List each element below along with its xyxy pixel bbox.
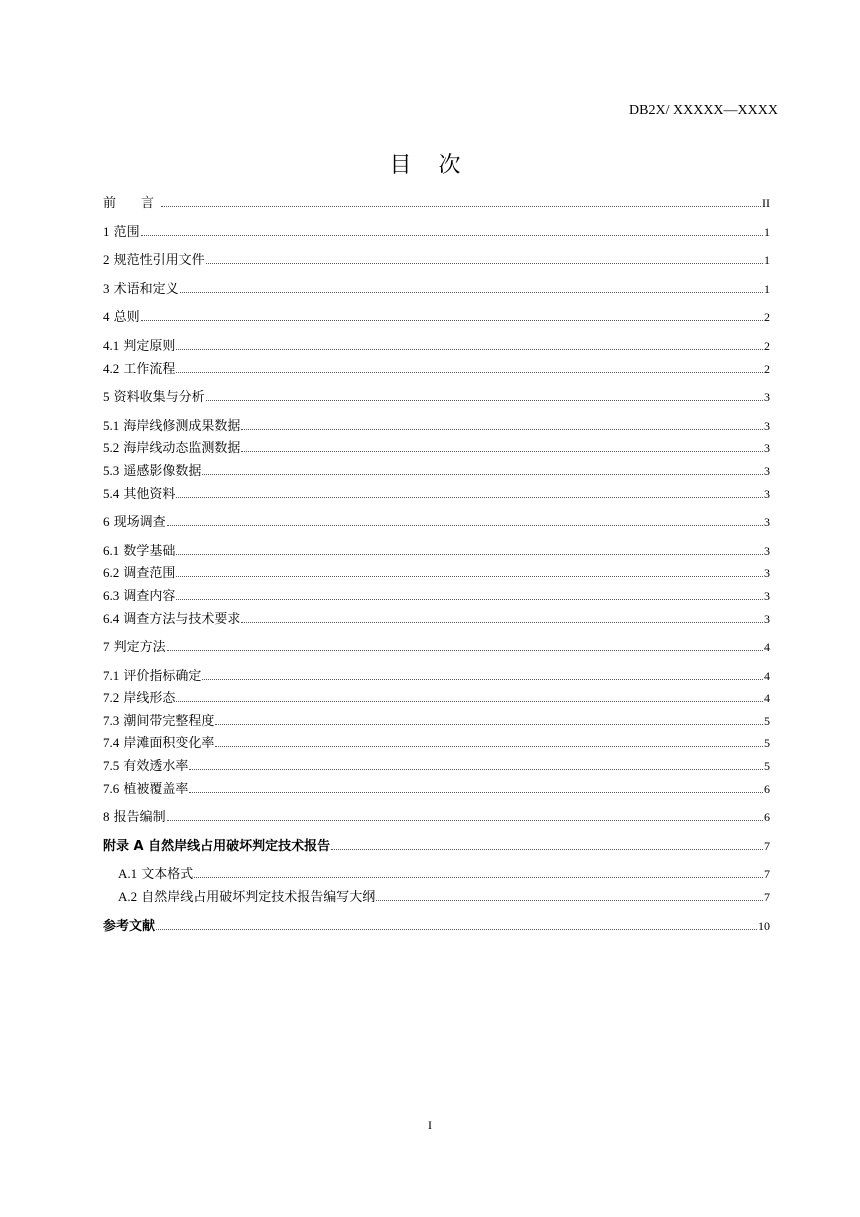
toc-leader (176, 372, 763, 373)
toc-entry-number: 4.2 (103, 360, 120, 376)
toc-leader (167, 525, 763, 526)
toc-entry-4[interactable] (103, 306, 770, 329)
toc-entry-4-1[interactable] (103, 335, 770, 358)
toc-leader (189, 792, 763, 793)
toc-entry-title: 潮间带完整程度 (123, 713, 215, 729)
toc-entry-title: 文本格式 (141, 867, 194, 883)
toc-page-number: 7 (764, 867, 770, 882)
toc-entry-appendix-a[interactable] (103, 835, 770, 858)
toc-leader (215, 724, 763, 725)
toc-entry-title: 评价指标确定 (123, 668, 202, 684)
toc-leader (176, 497, 763, 498)
toc-entry-title: 现场调查 (113, 515, 166, 531)
toc-entry-title: 数学基础 (123, 543, 176, 559)
toc-entry-number: 7.5 (103, 758, 120, 774)
toc-entry-title: 遥感影像数据 (123, 463, 202, 479)
toc-entry-number: 6.1 (103, 542, 120, 558)
toc-leader (206, 263, 763, 264)
toc-page-number: 6 (764, 810, 770, 825)
toc-leader (189, 769, 763, 770)
toc-leader (241, 622, 763, 623)
toc-leader (176, 599, 763, 600)
toc-entry-number: A.2 (118, 889, 138, 905)
toc-leader (176, 554, 763, 555)
toc-entry-3[interactable] (103, 278, 770, 301)
toc-page-number: 7 (764, 890, 770, 905)
toc-page-number: 3 (764, 588, 770, 603)
toc-entry-5[interactable] (103, 386, 770, 409)
toc-leader (141, 320, 763, 321)
toc-page-number: 2 (764, 310, 770, 325)
toc-entry-number: 5.4 (103, 485, 120, 501)
toc-entry-7-6[interactable] (103, 778, 770, 801)
toc-title: 目 次 (389, 153, 471, 178)
toc-entry-title: 报告编制 (113, 810, 166, 826)
toc-page-number: 5 (764, 713, 770, 728)
toc-entry-title: 判定方法 (113, 640, 166, 656)
toc-entry-6[interactable] (103, 511, 770, 534)
toc-entry-number: 7.3 (103, 712, 120, 728)
toc-entry-title: 总则 (113, 310, 140, 326)
toc-entry-6-4[interactable] (103, 608, 770, 631)
toc-entry-title: 岸线形态 (123, 691, 176, 707)
toc-entry-number: 5 (103, 389, 110, 405)
toc-page-number: 3 (764, 515, 770, 530)
toc-page-number: 3 (764, 418, 770, 433)
toc-entry-7-4[interactable] (103, 732, 770, 755)
toc-page-number: 1 (764, 253, 770, 268)
toc-page-number: 10 (758, 918, 770, 933)
toc-entry-number: 6.2 (103, 565, 120, 581)
toc-entry-title: 规范性引用文件 (113, 253, 205, 269)
toc-page-number: 3 (764, 463, 770, 478)
toc-entry-5-2[interactable] (103, 437, 770, 460)
toc-entry-number: 1 (103, 223, 110, 239)
toc-leader (167, 650, 763, 651)
toc-entry-number: A.1 (118, 866, 138, 882)
toc-entry-1[interactable] (103, 221, 770, 244)
toc-page-number: 6 (764, 781, 770, 796)
document-code: DB2X/ XXXXX—XXXX (629, 103, 778, 118)
toc-page-number: 3 (764, 543, 770, 558)
toc-entry-number: 7 (103, 639, 110, 655)
toc-entry-number: 2 (103, 252, 110, 268)
toc-page-number: 3 (764, 441, 770, 456)
toc-leader (176, 576, 763, 577)
toc-entry-title: 前 言 (103, 196, 161, 211)
toc-entry-title: 判定原则 (123, 338, 176, 354)
toc-entry-title: 参考文献 (103, 918, 156, 934)
toc-page-number: 1 (764, 281, 770, 296)
toc-entry-number: 6.4 (103, 610, 120, 626)
toc-page-number: 4 (764, 668, 770, 683)
toc-entry-6-2[interactable] (103, 562, 770, 585)
toc-entry-title: 范围 (113, 224, 140, 240)
toc-entry-number: 3 (103, 280, 110, 296)
toc-leader (194, 877, 763, 878)
toc-entry-number: 7.1 (103, 667, 120, 683)
toc-entry-number: 5.3 (103, 462, 120, 478)
toc-leader (241, 451, 763, 452)
toc-entry-number: 6 (103, 514, 110, 530)
toc-leader (141, 235, 763, 236)
toc-entry-title: 调查范围 (123, 566, 176, 582)
toc-entry-8[interactable] (103, 806, 770, 829)
toc-page-number: 4 (764, 691, 770, 706)
toc-entry-4-2[interactable] (103, 358, 770, 381)
toc-entry-number: 6.3 (103, 587, 120, 603)
toc-page-number: 2 (764, 361, 770, 376)
toc-entry-6-3[interactable] (103, 585, 770, 608)
toc-leader (215, 746, 763, 747)
toc-page-number: 1 (764, 224, 770, 239)
toc-entry-7-1[interactable] (103, 665, 770, 688)
toc-entry-number: 8 (103, 809, 110, 825)
toc-leader (176, 701, 763, 702)
toc-entry-5-4[interactable] (103, 483, 770, 506)
toc-page-number: 3 (764, 486, 770, 501)
toc-entry-title: 植被覆盖率 (123, 781, 189, 797)
toc-entry-title: 岸滩面积变化率 (123, 736, 215, 752)
toc-leader (206, 400, 763, 401)
toc-entry-number: 附录 A (103, 838, 144, 854)
toc-entry-number: 7.4 (103, 735, 120, 751)
toc-entry-a-2[interactable] (103, 886, 770, 909)
toc-entry-5-3[interactable] (103, 460, 770, 483)
toc-entry-title: 自然岸线占用破坏判定技术报告编写大纲 (141, 890, 376, 906)
toc-leader (156, 929, 757, 930)
toc-entry-references[interactable] (103, 915, 770, 938)
toc-entry-title: 工作流程 (123, 361, 176, 377)
toc-leader (202, 679, 763, 680)
toc-entry-title: 调查内容 (123, 588, 176, 604)
toc-page-number: 3 (764, 566, 770, 581)
toc-leader (180, 292, 763, 293)
toc-entry-title: 调查方法与技术要求 (123, 611, 241, 627)
toc-entry-title: 海岸线动态监测数据 (123, 441, 241, 457)
toc-entry-2[interactable] (103, 249, 770, 272)
toc-entry-6-1[interactable] (103, 540, 770, 563)
toc-entry-7-5[interactable] (103, 755, 770, 778)
toc-page-number: 3 (764, 390, 770, 405)
toc-entry-number: 5.1 (103, 417, 120, 433)
toc-entry-foreword[interactable] (103, 192, 770, 215)
toc-entry-number: 4.1 (103, 337, 120, 353)
toc-entry-title: 海岸线修测成果数据 (123, 418, 241, 434)
toc-entry-title: 有效透水率 (123, 759, 189, 775)
toc-leader (202, 474, 763, 475)
toc-entry-7-2[interactable] (103, 687, 770, 710)
toc-entry-title: 自然岸线占用破坏判定技术报告 (148, 838, 331, 854)
toc-leader (167, 820, 763, 821)
toc-page-number: II (762, 196, 770, 210)
toc-entry-number: 5.2 (103, 440, 120, 456)
toc-entry-title: 其他资料 (123, 486, 176, 502)
toc-entry-title: 资料收集与分析 (113, 390, 205, 406)
toc-page-number: 2 (764, 338, 770, 353)
table-of-contents (103, 192, 770, 937)
toc-leader (376, 900, 763, 901)
toc-leader (176, 349, 763, 350)
toc-entry-5-1[interactable] (103, 415, 770, 438)
toc-page-number: 4 (764, 640, 770, 655)
toc-leader (331, 849, 763, 850)
toc-entry-a-1[interactable] (103, 863, 770, 886)
toc-entry-number: 7.2 (103, 690, 120, 706)
toc-page-number: 3 (764, 611, 770, 626)
toc-page-number: 7 (764, 838, 770, 853)
toc-page-number: 5 (764, 759, 770, 774)
footer-page-number: I (428, 1118, 432, 1132)
toc-leader (161, 206, 761, 207)
toc-entry-number: 4 (103, 309, 110, 325)
toc-page-number: 5 (764, 736, 770, 751)
toc-leader (241, 429, 763, 430)
toc-entry-number: 7.6 (103, 780, 120, 796)
toc-entry-7[interactable] (103, 636, 770, 659)
toc-entry-7-3[interactable] (103, 710, 770, 733)
toc-entry-title: 术语和定义 (113, 281, 179, 297)
